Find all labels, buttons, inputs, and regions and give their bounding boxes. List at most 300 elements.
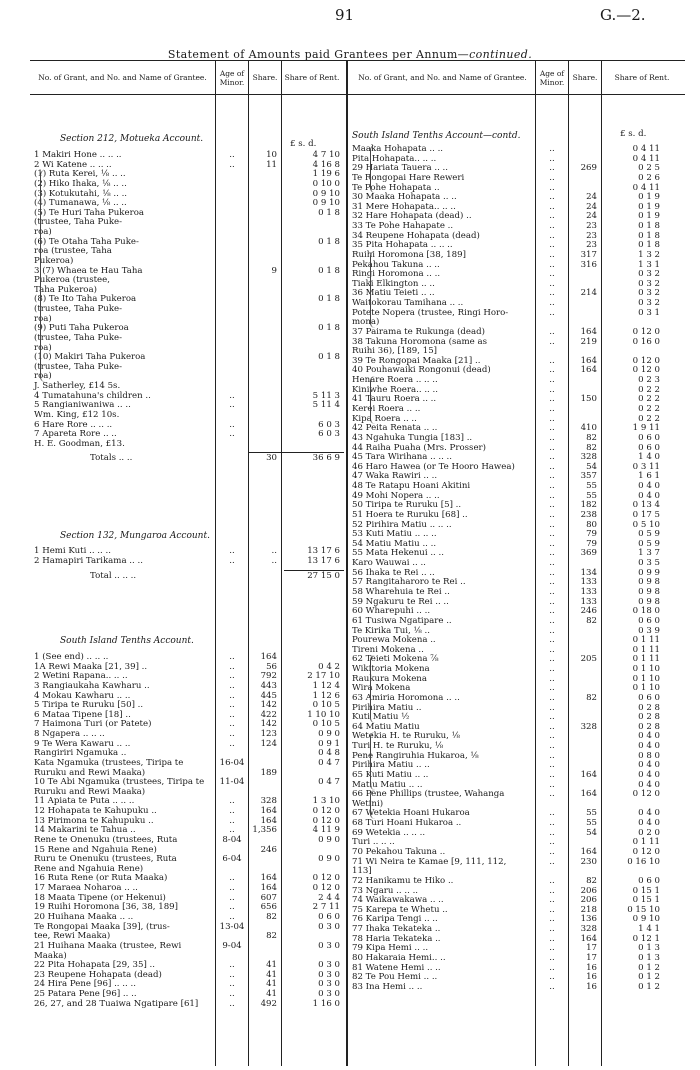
minor-age: ..	[549, 432, 555, 443]
minor-age: ..	[549, 731, 555, 742]
rent-value: 0 3 0	[318, 921, 340, 932]
grantee-name: roa)	[34, 313, 52, 324]
minor-age: ..	[549, 394, 555, 405]
rent-value: 2 17 10	[307, 671, 340, 682]
minor-age: ..	[549, 211, 555, 222]
minor-age: ..	[229, 873, 235, 884]
grantee-name: 25 Patara Pene [96] .. ..	[34, 989, 137, 1000]
minor-age: ..	[549, 278, 555, 289]
minor-age: ..	[549, 914, 555, 925]
minor-age: ..	[549, 519, 555, 530]
rent-value: 0 4 0	[638, 818, 660, 829]
share-value: 164	[260, 815, 277, 826]
grantee-name: 42 Peita Renata .. ..	[352, 423, 438, 434]
share-value: 316	[580, 259, 597, 270]
rent-value: 0 4 11	[632, 144, 660, 154]
minor-age: ..	[549, 442, 555, 453]
share-value: ..	[271, 546, 277, 556]
rent-value: 0 12 0	[632, 846, 660, 857]
rent-value: 0 15 1	[632, 895, 660, 906]
rent-value: 0 4 0	[638, 741, 660, 752]
share-value: 164	[580, 326, 597, 337]
share-value: 79	[586, 529, 597, 540]
minor-age: ..	[229, 960, 235, 971]
rent-value: 0 2 3	[638, 375, 660, 386]
minor-age: ..	[549, 153, 555, 164]
share-value: 24	[586, 201, 597, 212]
share-value: 422	[260, 709, 277, 720]
grantee-name: Pukeroa (trustee,	[34, 275, 110, 286]
grantee-name: 72 Hanikamu te Hiko ..	[352, 875, 454, 886]
grantee-name: (3) Kotukutahi, ⅛ .. ..	[34, 188, 128, 199]
rent-value: 0 3 0	[318, 960, 340, 971]
share-value: 328	[580, 721, 597, 732]
grantee-name: (trustee, Taha Puke-	[34, 332, 123, 343]
share-value: 24	[586, 211, 597, 222]
share-value: 10	[266, 150, 277, 160]
rent-value: 0 2 8	[638, 721, 660, 732]
rent-value: 0 3 5	[638, 558, 660, 569]
grantee-name: 20 Huihana Maaka .. ..	[34, 912, 134, 922]
minor-age: ..	[229, 700, 235, 711]
share-value: 41	[266, 960, 277, 971]
rent-value: 0 5 9	[638, 529, 660, 540]
rent-value: 0 4 7	[318, 777, 340, 788]
totals-rent: 36 6 9	[312, 452, 340, 463]
minor-age: ..	[229, 400, 235, 411]
share-value: 82	[266, 912, 277, 922]
rent-value: 0 1 11	[632, 644, 660, 655]
grantee-name: 56 Ihaka te Rei .. ..	[352, 567, 435, 578]
grantee-name: Kuti Matiu ½	[352, 712, 410, 723]
grantee-name: Rene and Ngahuia Rene)	[34, 863, 144, 874]
minor-age: ..	[229, 652, 235, 662]
minor-age: ..	[549, 577, 555, 588]
rent-value: 0 9 8	[638, 596, 660, 607]
rent-value: 0 2 2	[638, 384, 660, 395]
share-value: 82	[586, 615, 597, 626]
rent-value: 0 4 0	[638, 769, 660, 780]
minor-age: ..	[549, 644, 555, 655]
share-value: 133	[580, 586, 597, 597]
grantee-name: 73 Ngaru .. .. ..	[352, 885, 419, 896]
grantee-name: 4 Tumatahuna's children ..	[34, 390, 151, 401]
grantee-name: 67 Wetekia Hoani Hukaroa	[352, 808, 470, 819]
grantee-name: 2 Hamapiri Tarikama .. ..	[34, 555, 143, 566]
rent-value: 4 16 8	[312, 159, 340, 170]
divider	[281, 61, 282, 1066]
rent-value: 13 17 6	[307, 546, 340, 556]
rent-value: 0 3 9	[638, 625, 660, 636]
grantee-name: 4 Mokau Kawharu .. ..	[34, 690, 131, 701]
minor-age: ..	[549, 548, 555, 559]
rent-value: 2 4 4	[318, 892, 340, 903]
rent-units-left: £ s. d.	[290, 139, 317, 149]
share-value: 150	[580, 394, 597, 405]
minor-age: ..	[549, 452, 555, 463]
minor-age: ..	[229, 815, 235, 826]
share-value: 124	[260, 738, 277, 749]
grantee-name: Kiniwhe Roera.. .. ..	[352, 384, 438, 395]
rent-value: 6 0 3	[318, 419, 340, 430]
minor-age: ..	[229, 150, 235, 160]
grantee-name: 70 Pekahou Takuna ..	[352, 846, 446, 857]
grantee-name: 3 (7) Whaea te Hau Taha	[34, 265, 143, 276]
minor-age: ..	[229, 892, 235, 903]
grantee-name: Taha Pukeroa)	[34, 284, 97, 295]
grantee-name: Henare Roera .. .. ..	[352, 375, 438, 386]
share-value: 164	[260, 652, 277, 662]
minor-age: ..	[549, 741, 555, 752]
rent-value: 0 6 0	[638, 615, 660, 626]
rent-value: 0 1 8	[638, 230, 660, 241]
totals-label: Totals .. ..	[90, 452, 133, 463]
grantee-name: 63 Amiria Horomona .. ..	[352, 692, 460, 703]
grantee-name: Pita Hohapata.. .. ..	[352, 153, 437, 164]
grantee-name: 29 Hariata Tauera .. ..	[352, 163, 449, 174]
minor-age: ..	[549, 558, 555, 569]
grantee-name: Pirihira Matiu .. ..	[352, 760, 430, 771]
share-value: 17	[586, 943, 597, 954]
share-value: 16	[586, 972, 597, 983]
header-minor-left: Age of Minor.	[219, 68, 245, 87]
group-brace	[370, 251, 375, 328]
share-value: 82	[586, 875, 597, 886]
minor-age: ..	[549, 471, 555, 482]
minor-age: ..	[549, 933, 555, 944]
rent-value: 0 4 0	[638, 779, 660, 790]
minor-age: ..	[549, 413, 555, 424]
minor-age: ..	[549, 981, 555, 992]
minor-age: ..	[549, 596, 555, 607]
rent-value: 0 4 0	[638, 760, 660, 771]
rent-value: 4 11 9	[312, 825, 340, 836]
header-rent-left: Share of Rent.	[284, 73, 340, 82]
grantee-name: 64 Matiu Matiu	[352, 721, 420, 732]
minor-age: ..	[549, 943, 555, 954]
share-value: 328	[260, 796, 277, 807]
grantee-name: 1A Rewi Maaka [21, 39] ..	[34, 661, 148, 672]
rent-value: 5 11 4	[312, 400, 340, 411]
share-value: 136	[580, 914, 597, 925]
rent-value: 0 10 5	[312, 700, 340, 711]
grantee-name: 30 Maaka Hohapata .. ..	[352, 192, 457, 203]
grantee-name: 13 Pirimona te Kahupuku ..	[34, 815, 154, 826]
grantee-name: 74 Waikawakawa .. ..	[352, 895, 444, 906]
minor-age: ..	[549, 683, 555, 694]
minor-age: ..	[549, 230, 555, 241]
grantee-name: 15 Rene and Ngahuia Rene)	[34, 844, 157, 855]
grantee-name: 78 Haria Tekateka ..	[352, 933, 441, 944]
share-value: 23	[586, 240, 597, 251]
rent-value: 0 17 5	[632, 509, 660, 520]
grantee-name: 43 Ngahuka Tungia [183] ..	[352, 432, 473, 443]
minor-age: ..	[549, 673, 555, 684]
minor-age: ..	[549, 818, 555, 829]
grantee-name: 80 Hakaraia Hemi.. ..	[352, 952, 446, 963]
grantee-name: (trustee, Taha Puke-	[34, 361, 123, 372]
grantee-name: 2 Wetini Rapana.. .. ..	[34, 671, 128, 682]
minor-age: ..	[549, 509, 555, 520]
grantee-name: 6 Mataa Tipene [18] ..	[34, 709, 131, 720]
grantee-name: Waitokorau Tamihana .. ..	[352, 298, 464, 309]
grantee-name: Ruihi Horomona [38, 189]	[352, 249, 466, 260]
grantee-name: 32 Hare Hohapata (dead) ..	[352, 211, 472, 222]
rent-value: 0 9 10	[632, 914, 660, 925]
rent-value: 0 1 10	[632, 673, 660, 684]
grantee-name: 3 Rangiaukaha Kawharu ..	[34, 680, 150, 691]
rent-value: 13 17 6	[307, 555, 340, 566]
grantee-name: 49 Mohi Nopera .. ..	[352, 490, 440, 501]
minor-age: ..	[549, 144, 555, 154]
grantee-name: 79 Kipa Hemi .. ..	[352, 943, 429, 954]
rent-value: 0 3 0	[318, 940, 340, 951]
share-value: 123	[260, 729, 277, 740]
rent-value: 0 12 0	[632, 789, 660, 800]
grantee-name: 71 Wi Neira te Kamae [9, 111, 112,	[352, 856, 507, 867]
rent-value: 0 6 0	[638, 432, 660, 443]
minor-age: ..	[549, 326, 555, 337]
rent-value: 0 1 8	[318, 323, 340, 334]
total-rent: 27 15 0	[307, 571, 340, 582]
grantee-name: mona)	[352, 317, 380, 328]
rent-value: 1 9 11	[632, 423, 660, 434]
minor-age: ..	[229, 546, 235, 556]
minor-age: ..	[549, 269, 555, 280]
title-continued: continued.	[469, 48, 533, 61]
minor-age: ..	[229, 796, 235, 807]
minor-age: ..	[229, 429, 235, 440]
rent-value: 0 1 8	[318, 294, 340, 305]
rent-value: 0 12 0	[312, 873, 340, 884]
share-value: 56	[266, 661, 277, 672]
share-value: 16	[586, 981, 597, 992]
grantee-name: 12 Hohapata te Kahupuku ..	[34, 806, 157, 817]
minor-age: ..	[229, 719, 235, 730]
rent-value: 0 4 7	[318, 757, 340, 768]
share-value: 164	[260, 873, 277, 884]
minor-age: ..	[549, 172, 555, 183]
grantee-name: 33 Te Pohe Hahapate ..	[352, 221, 454, 232]
grantee-name: 40 Pouhawaiki Rongonui (dead)	[352, 365, 491, 376]
minor-age: ..	[549, 952, 555, 963]
rent-value: 6 0 3	[318, 429, 340, 440]
share-value: 1,356	[252, 825, 277, 836]
grantee-name: (trustee, Taha Puke-	[34, 217, 123, 228]
grantee-name: 69 Wetekia .. .. ..	[352, 827, 426, 838]
minor-age: ..	[229, 671, 235, 682]
rent-value: 1 3 7	[638, 548, 660, 559]
group-brace	[370, 376, 375, 424]
rent-value: 0 4 8	[318, 748, 340, 759]
minor-age: ..	[229, 989, 235, 1000]
totals-share: 30	[266, 452, 277, 463]
grantee-name: 22 Pita Hohapata [29, 35] ..	[34, 960, 156, 971]
grantee-name: 7 Apareta Rore .. ..	[34, 429, 117, 440]
rent-value: 0 2 8	[638, 702, 660, 713]
minor-age: ..	[549, 249, 555, 260]
share-value: 82	[586, 442, 597, 453]
rent-value: 0 3 2	[638, 288, 660, 299]
rent-value: 0 9 0	[318, 729, 340, 740]
share-value: 214	[580, 288, 597, 299]
grantee-name: 37 Pairama te Rukunga (dead)	[352, 326, 485, 337]
rent-value: 1 12 4	[312, 680, 340, 691]
minor-age: ..	[549, 461, 555, 472]
grantee-name: 61 Tusiwa Ngatipare ..	[352, 615, 452, 626]
rent-value: 0 1 8	[638, 221, 660, 232]
grantee-name: 48 Te Ratapu Hoani Akitini	[352, 481, 471, 492]
minor-age: ..	[549, 654, 555, 665]
grantee-name: Pene Rangiruhia Hukaroa, ⅛	[352, 750, 479, 761]
rent-value: 0 4 0	[638, 490, 660, 501]
share-value: 218	[580, 904, 597, 915]
minor-age: ..	[549, 885, 555, 896]
grantee-name: Potete Nopera (trustee, Ringi Horo-	[352, 307, 509, 318]
grantee-name: Pekahou Takuna .. ..	[352, 259, 440, 270]
share-value: 79	[586, 538, 597, 549]
grantee-name: (trustee, Taha Puke-	[34, 304, 123, 315]
rent-value: 0 6 0	[638, 442, 660, 453]
share-value: 164	[260, 806, 277, 817]
rent-value: 0 6 0	[318, 912, 340, 922]
share-value: 55	[586, 481, 597, 492]
grantee-name: 23 Reupene Hohapata (dead)	[34, 969, 162, 980]
minor-age: ..	[229, 806, 235, 817]
grantee-name: 52 Pirihira Matiu .. .. ..	[352, 519, 452, 530]
rent-value: 4 7 10	[312, 150, 340, 160]
rent-value: 0 3 0	[318, 989, 340, 1000]
minor-age: ..	[549, 192, 555, 203]
minor-age: ..	[229, 998, 235, 1009]
grantee-name: 51 Hoera te Ruruku [68] ..	[352, 509, 468, 520]
minor-age: ..	[549, 712, 555, 723]
minor-age: ..	[229, 690, 235, 701]
group-brace	[370, 790, 375, 819]
rent-value: 1 4 1	[638, 924, 660, 935]
grantee-name: 50 Tiripa te Ruruku [5] ..	[352, 500, 462, 511]
grantee-name: Maaka)	[34, 950, 67, 961]
share-value: 16	[586, 962, 597, 973]
section-title: Section 212, Motueka Account.	[60, 134, 204, 144]
rent-value: 0 9 0	[318, 854, 340, 865]
minor-age: ..	[549, 288, 555, 299]
minor-age: ..	[549, 375, 555, 386]
rent-value: 0 16 10	[627, 856, 660, 867]
grantee-name: 57 Rangitaharoro te Rei ..	[352, 577, 466, 588]
grantee-name: (5) Te Huri Taha Pukeroa	[34, 207, 144, 218]
minor-age: ..	[549, 423, 555, 434]
minor-age: 16-04	[219, 757, 245, 768]
rent-value: 0 9 10	[312, 198, 340, 209]
grantee-name: 1 Makiri Hone .. .. ..	[34, 150, 122, 160]
grantee-name: 5 Tiripa te Ruruku [50] ..	[34, 700, 144, 711]
grantee-name: 59 Ngakuru te Rei .. ..	[352, 596, 449, 607]
rent-value: 0 10 0	[312, 178, 340, 189]
grantee-name: 65 Kuti Matiu .. ..	[352, 769, 429, 780]
minor-age: ..	[229, 159, 235, 170]
minor-age: ..	[229, 390, 235, 401]
share-value: 206	[580, 895, 597, 906]
grantee-name: 34 Reupene Hohapata (dead)	[352, 230, 480, 241]
grantee-name: 35 Pita Hohapata .. .. ..	[352, 240, 453, 251]
rent-value: 0 12 1	[632, 933, 660, 944]
rent-value: 0 12 0	[312, 806, 340, 817]
minor-age: ..	[549, 298, 555, 309]
rent-value: 0 12 0	[312, 883, 340, 894]
rent-value: 0 4 2	[318, 661, 340, 672]
grantee-name: roa)	[34, 342, 52, 353]
grantee-name: Wm. King, £12 10s.	[34, 410, 120, 420]
grantee-name: Kerei Roera .. ..	[352, 404, 421, 414]
rent-value: 0 12 0	[312, 815, 340, 826]
share-value: 206	[580, 885, 597, 896]
rent-value: 0 2 5	[638, 163, 660, 174]
share-value: 357	[580, 471, 597, 482]
rent-value: 0 9 8	[638, 577, 660, 588]
rent-value: 0 1 9	[638, 192, 660, 203]
rent-value: 0 12 0	[632, 326, 660, 337]
minor-age: ..	[549, 769, 555, 780]
minor-age: ..	[549, 808, 555, 819]
share-value: 55	[586, 490, 597, 501]
rent-value: 0 1 8	[318, 207, 340, 218]
grantee-name: Te Pohe Hohapata ..	[352, 182, 440, 193]
share-value: 164	[580, 933, 597, 944]
grantee-name: 1 Hemi Kuti .. .. ..	[34, 546, 111, 556]
minor-age: ..	[549, 664, 555, 675]
rent-value: 1 12 6	[312, 690, 340, 701]
rent-value: 0 1 9	[638, 201, 660, 212]
minor-age: ..	[549, 924, 555, 935]
grantee-name: 24 Hira Pene [96] .. .. ..	[34, 979, 136, 990]
grantee-name: Tireni Mokena ..	[352, 644, 424, 655]
grantee-name: Kipa Roera .. ..	[352, 413, 417, 424]
grantee-name: roa)	[34, 227, 52, 238]
grantee-name: Rangiriri Ngamuka ..	[34, 748, 127, 759]
minor-age: ..	[549, 567, 555, 578]
minor-age: ..	[549, 721, 555, 732]
minor-age: ..	[229, 902, 235, 913]
minor-age: ..	[549, 972, 555, 983]
minor-age: ..	[229, 825, 235, 836]
minor-age: ..	[549, 615, 555, 626]
rent-value: 1 3 2	[638, 249, 660, 260]
minor-age: ..	[229, 419, 235, 430]
rent-value: 1 3 1	[638, 259, 660, 270]
grantee-name: 55 Mata Hekenui .. ..	[352, 548, 444, 559]
rent-value: 0 1 11	[632, 654, 660, 665]
rent-value: 0 10 5	[312, 719, 340, 730]
share-value: 134	[580, 567, 597, 578]
grantee-name: 44 Raiha Puaha (Mrs. Prosser)	[352, 442, 486, 453]
rent-value: 1 16 0	[312, 998, 340, 1009]
grantee-name: Wikitoria Mokena	[352, 664, 430, 675]
grantee-name: 5 Rangianiwaniwa .. ..	[34, 400, 131, 411]
share-value: 246	[580, 606, 597, 617]
minor-age: ..	[229, 738, 235, 749]
rent-value: 0 2 2	[638, 413, 660, 424]
minor-age: ..	[229, 680, 235, 691]
grantee-name: 83 Ina Hemi .. ..	[352, 981, 423, 992]
minor-age: ..	[549, 481, 555, 492]
rent-value: 0 1 11	[632, 635, 660, 646]
grantee-name: 11 Apiata te Puta .. .. ..	[34, 796, 135, 807]
rent-value: 0 4 0	[638, 808, 660, 819]
section-title: South Island Tenths Account—contd.	[352, 131, 521, 141]
rent-value: 5 11 3	[312, 390, 340, 401]
share-value: 11	[266, 159, 277, 170]
